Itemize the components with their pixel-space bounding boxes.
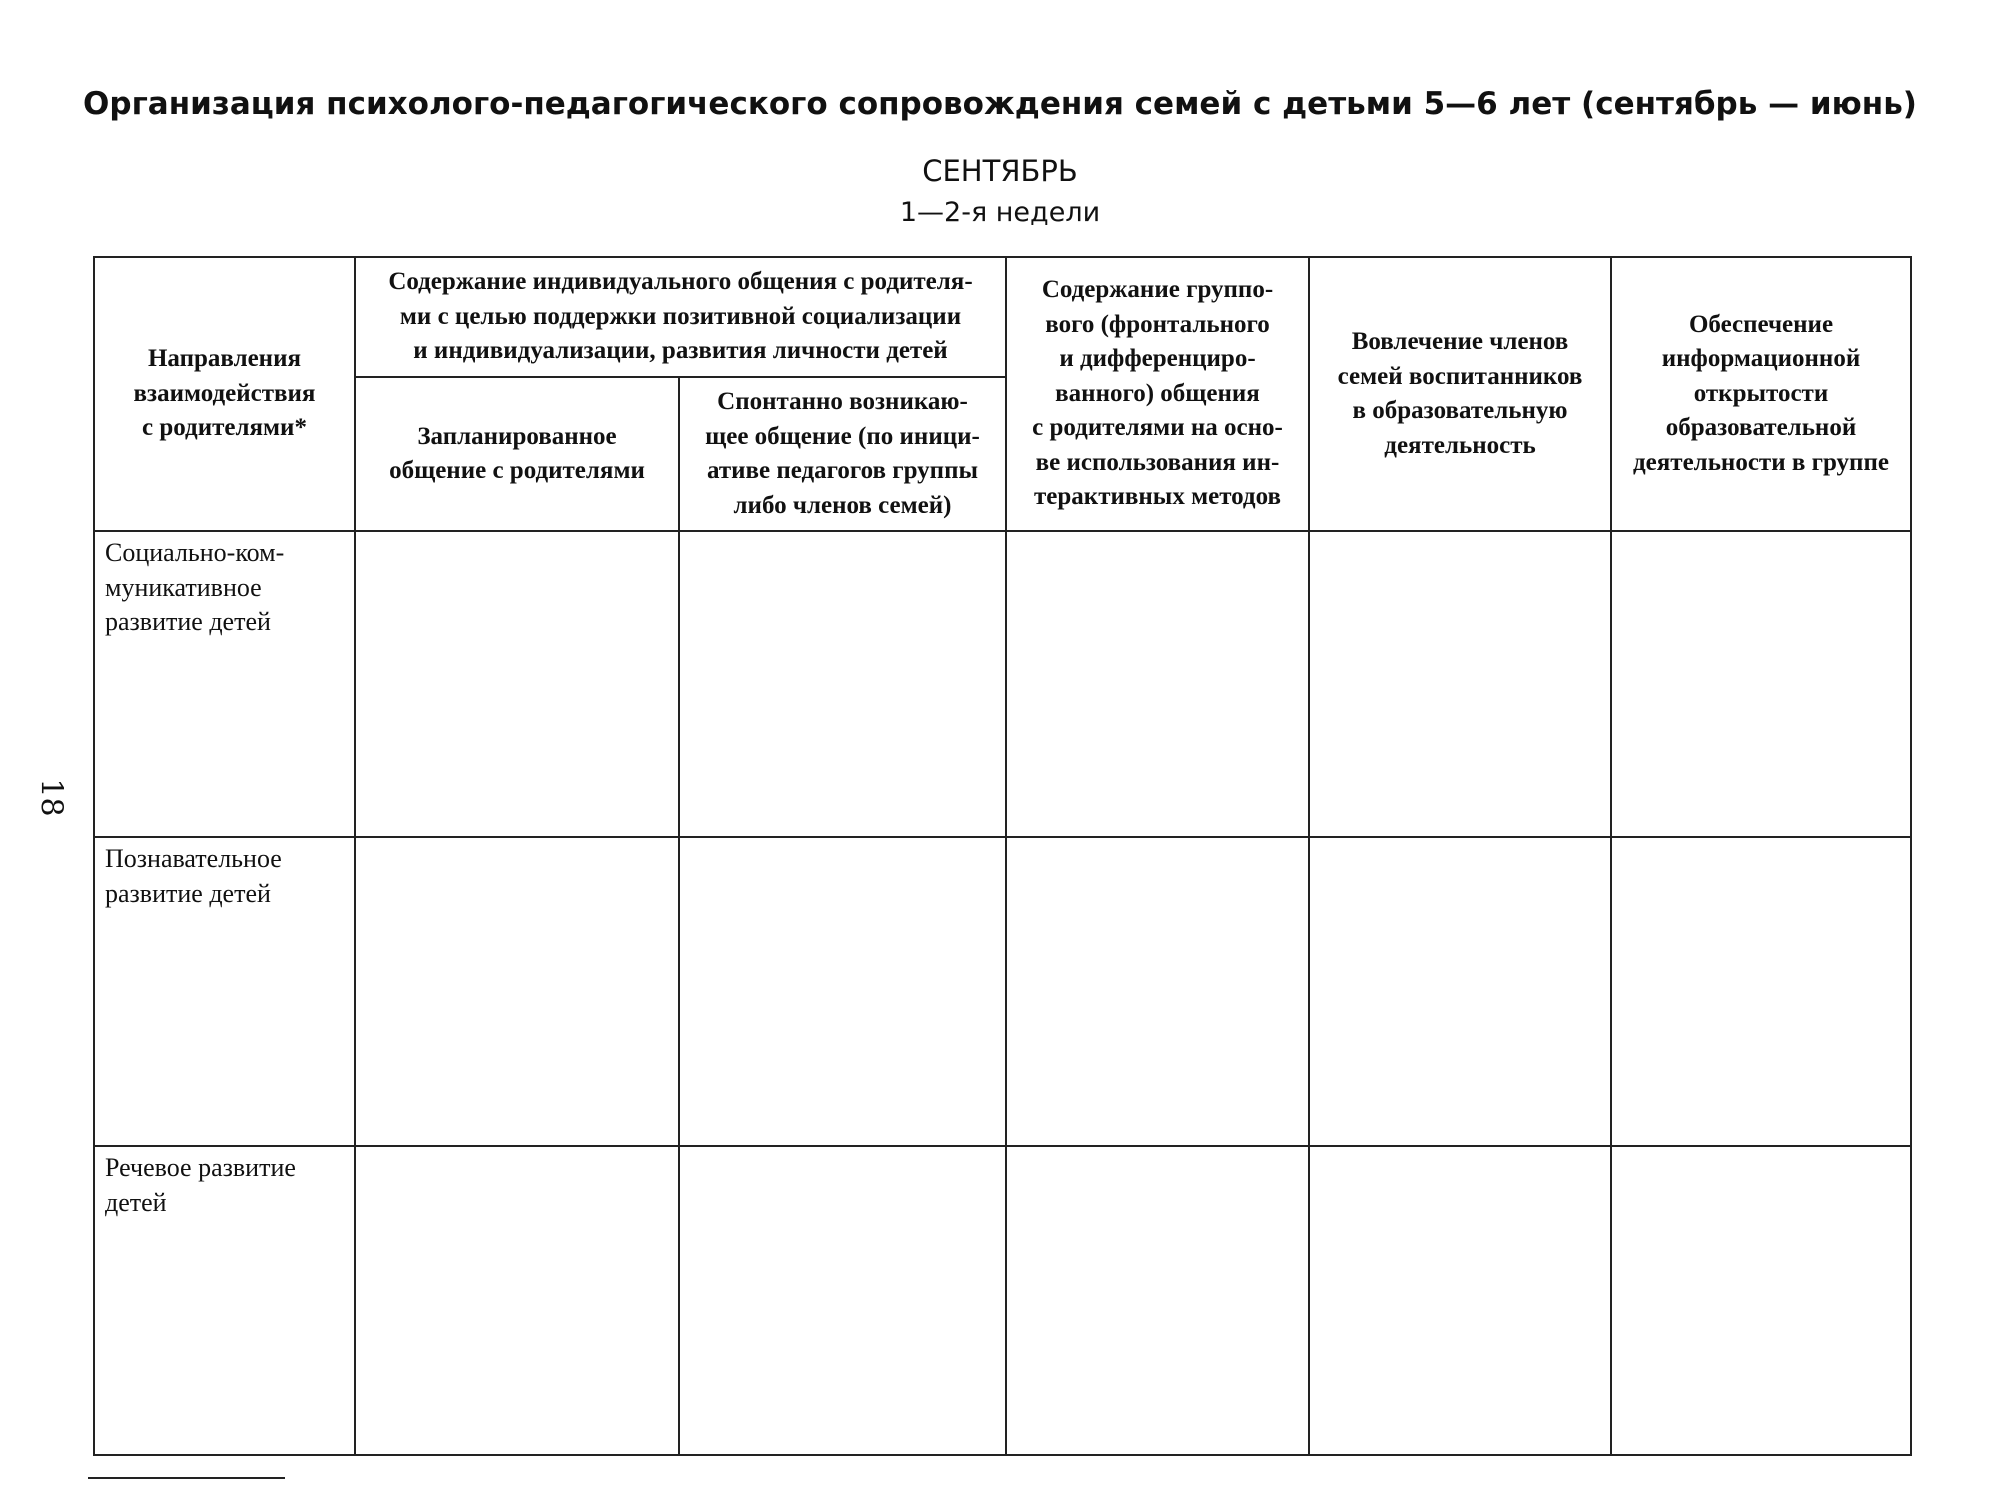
plan-table [93,256,1912,1456]
weeks-subheading: 1—2-я недели [899,197,1101,228]
empty-cell[interactable] [1006,531,1309,837]
header-row [94,257,1911,377]
header-openness: Обеспечение информационной открытости образовательной деятельности в группе [1611,257,1911,531]
empty-cell[interactable] [355,531,679,837]
empty-cell[interactable] [355,837,679,1146]
table-row [94,1146,1911,1455]
empty-cell[interactable] [679,531,1006,837]
month-heading: СЕНТЯБРЬ [922,154,1078,188]
empty-cell[interactable] [1611,837,1911,1146]
empty-cell[interactable] [1006,1146,1309,1455]
table-row [94,531,1911,837]
row-label: Познавательное развитие детей [94,837,355,1146]
empty-cell[interactable] [1611,1146,1911,1455]
empty-cell[interactable] [1309,1146,1611,1455]
empty-cell[interactable] [355,1146,679,1455]
header-involvement: Вовлечение членов семей воспитанников в образовательную деятельность [1309,257,1611,531]
empty-cell[interactable] [1006,837,1309,1146]
row-label: Речевое развитие детей [94,1146,355,1455]
header-planned: Запланированное общение с родителями [355,377,679,531]
empty-cell[interactable] [1611,531,1911,837]
header-spontaneous: Спонтанно возникаю- щее общение (по иници- ативе педагогов группы либо членов семей) [679,377,1006,531]
table-row [94,837,1911,1146]
empty-cell[interactable] [1309,837,1611,1146]
empty-cell[interactable] [679,837,1006,1146]
page-title: Организация психолого-педагогического сопровождения семей с детьми 5—6 лет (сентябрь — июнь) [83,86,1917,122]
header-individual: Содержание индивидуального общения с родителя- ми с целью поддержки позитивной социализации и индивидуализации, развития личности детей [355,257,1006,377]
header-group: Содержание группо- вого (фронтального и дифференциро- ванного) общения с родителями на осно- ве использования ин- терактивных методов [1006,257,1309,531]
empty-cell[interactable] [1309,531,1611,837]
row-label: Социально-ком- муникативное развитие детей [94,531,355,837]
page-number: 18 [33,778,69,817]
empty-cell[interactable] [679,1146,1006,1455]
footnote-divider [88,1477,285,1479]
header-directions: Направления взаимодействия с родителями* [94,257,355,531]
